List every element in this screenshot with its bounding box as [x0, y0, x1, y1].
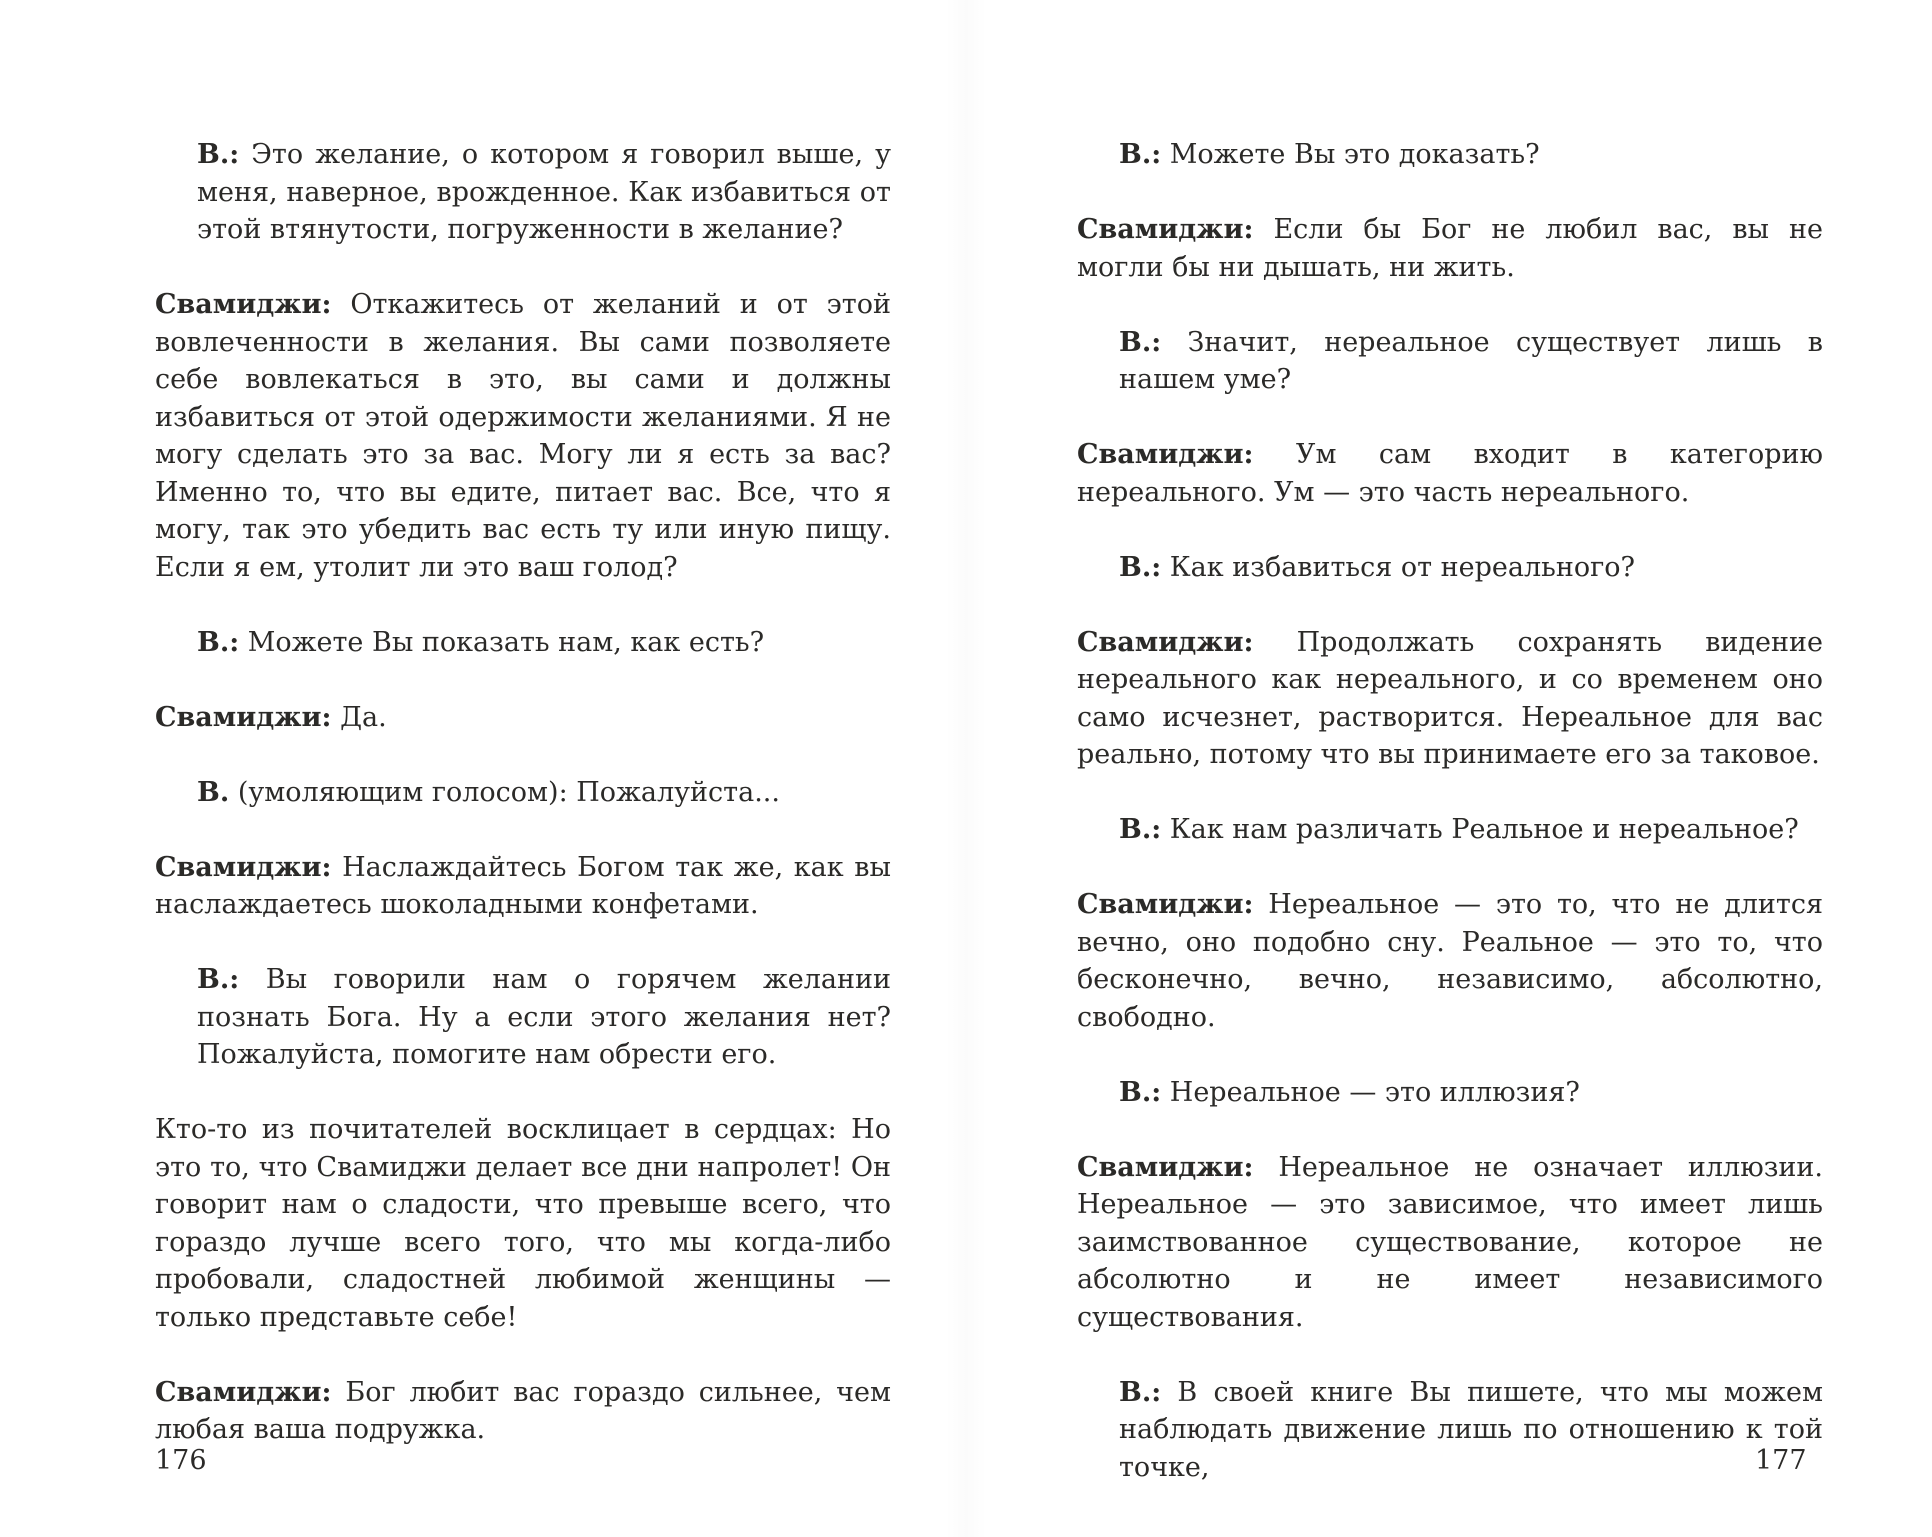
paragraph-text: Как избавиться от нереального? [1161, 551, 1635, 583]
paragraph-text: Вы говорили нам о горячем желании познать Бога. Ну а если этого желания нет? Пожалуйста, помогите нам обрести его. [197, 964, 891, 1070]
paragraph-answer [1077, 1149, 1823, 1337]
speaker-label: В.: [1119, 814, 1162, 845]
paragraph-text: Значит, нереальное существует лишь в нашем уме? [1119, 326, 1823, 395]
gutter [945, 0, 987, 1537]
paragraph-question [155, 624, 891, 662]
page-number-left: 176 [155, 1445, 207, 1476]
speaker-label: В.: [197, 626, 240, 658]
paragraph-text: (умоляющим голосом): Пожалуйста... [229, 776, 780, 808]
paragraph-answer [155, 1374, 891, 1449]
speaker-label: Свамиджи: [1077, 889, 1254, 920]
paragraph-text: Да. [331, 701, 387, 733]
paragraph-question [1077, 811, 1823, 849]
paragraph-answer [1077, 436, 1823, 511]
paragraph-question [155, 136, 891, 249]
paragraph-text: Это желание, о котором я говорил выше, у меня, наверное, врожденное. Как избавиться от этой втянутости, погруженности в желание? [197, 139, 891, 245]
paragraph-text: Если бы Бог не любил вас, вы не могли бы ни дышать, ни жить. [1077, 214, 1823, 283]
paragraph-question [1077, 549, 1823, 587]
speaker-label: В.: [1119, 1376, 1162, 1408]
paragraph-text: Можете Вы это доказать? [1161, 139, 1540, 170]
paragraph-answer [1077, 886, 1823, 1036]
paragraph-text: Кто-то из почитателей восклицает в сердцах: Но это то, что Свамиджи делает все дни напролет! Он говорит нам о сладости, что превыше всего, что гораздо лучше всего того, что мы когда-либо пробовали, сладостней любимой женщины — только представьте себе! [155, 1114, 891, 1333]
paragraph-question [155, 961, 891, 1074]
paragraph-question [155, 774, 891, 812]
speaker-label: В.: [1119, 326, 1162, 358]
speaker-label: В.: [197, 964, 240, 995]
paragraph-answer [1077, 624, 1823, 774]
paragraph-answer [1077, 211, 1823, 286]
page-number-right: 177 [1755, 1445, 1807, 1476]
paragraph-question [1077, 136, 1823, 174]
paragraph-narration [155, 1111, 891, 1336]
speaker-label: Свамиджи: [1077, 214, 1254, 245]
right-page [1077, 136, 1823, 1524]
speaker-label: В.: [197, 139, 240, 170]
speaker-label: Свамиджи: [1077, 439, 1254, 470]
paragraph-question [1077, 1374, 1823, 1487]
paragraph-text: Откажитесь от желаний и от этой вовлеченности в желания. Вы сами позволяете себе вовлекаться в это, вы сами и должны избавиться от этой одержимости желаниями. Я не могу сделать это за вас. Могу ли я есть за вас? Именно то, что вы едите, питает вас. Все, что я могу, так это убедить вас есть ту или иную пищу. Если я ем, утолит ли это ваш голод? [155, 289, 891, 583]
paragraph-answer [155, 699, 891, 737]
paragraph-text: Ум сам входит в категорию нереального. Ум — это часть нереального. [1077, 439, 1823, 508]
speaker-label: Свамиджи: [1077, 1151, 1254, 1183]
paragraph-text: В своей книге Вы пишете, что мы можем наблюдать движение лишь по отношению к той точке, [1119, 1376, 1823, 1483]
speaker-label: В. [197, 776, 230, 808]
speaker-label: Свамиджи: [155, 851, 332, 883]
paragraph-text: Нереальное — это иллюзия? [1161, 1076, 1580, 1108]
speaker-label: Свамиджи: [1077, 626, 1254, 658]
left-page [155, 136, 891, 1486]
paragraph-text: Как нам различать Реальное и нереальное? [1161, 814, 1799, 845]
speaker-label: Свамиджи: [155, 701, 332, 733]
speaker-label: Свамиджи: [155, 1376, 332, 1408]
speaker-label: В.: [1119, 139, 1162, 170]
paragraph-question [1077, 1074, 1823, 1112]
paragraph-text: Продолжать сохранять видение нереального как нереального, и со временем оно само исчезнет, растворится. Нереальное для вас реально, потому что вы принимаете его за таковое. [1077, 626, 1823, 770]
paragraph-answer [155, 286, 891, 586]
paragraph-text: Нереальное — это то, что не длится вечно, оно подобно сну. Реальное — это то, что бесконечно, вечно, независимо, абсолютно, свободно. [1077, 889, 1823, 1033]
paragraph-answer [155, 849, 891, 924]
paragraph-text: Можете Вы показать нам, как есть? [239, 626, 765, 658]
paragraph-text: Наслаждайтесь Богом так же, как вы наслаждаетесь шоколадными конфетами. [155, 851, 891, 920]
paragraph-question [1077, 324, 1823, 399]
speaker-label: В.: [1119, 551, 1162, 583]
paragraph-text: Нереальное не означает иллюзии. Нереальное — это зависимое, что имеет лишь заимствованное существование, которое не абсолютно и не имеет независимого существования. [1077, 1151, 1823, 1333]
paragraph-text: Бог любит вас гораздо сильнее, чем любая ваша подружка. [155, 1376, 891, 1445]
speaker-label: Свамиджи: [155, 289, 332, 320]
speaker-label: В.: [1119, 1076, 1162, 1108]
